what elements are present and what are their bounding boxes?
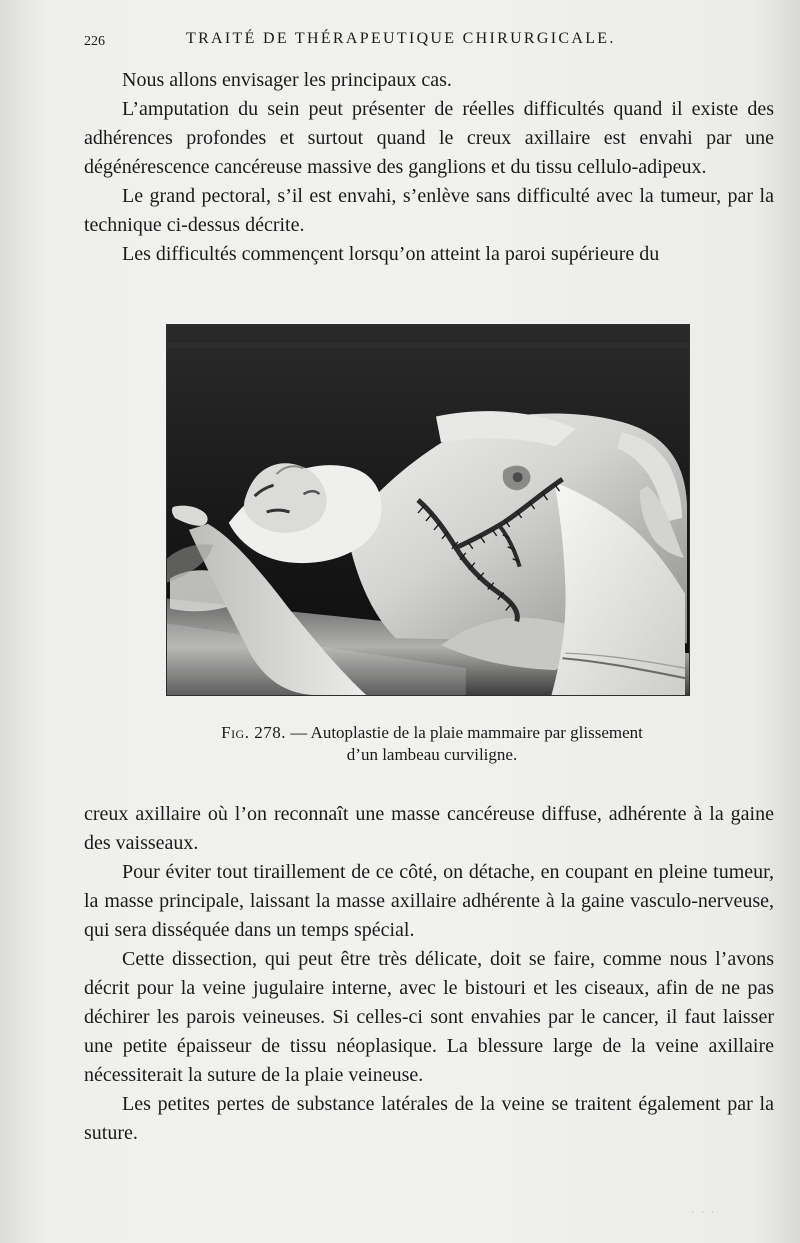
- paragraph: L’amputation du sein peut présenter de réelles difficultés quand il existe des adhérences profondes et surtout quand le creux axillaire est envahi par une dégénérescence cancéreuse massive des ganglions et du tissu cellulo-adipeux.: [84, 98, 774, 178]
- body-text-top: [84, 66, 774, 269]
- paragraph: Pour éviter tout tiraillement de ce côté, on détache, en coupant en pleine tumeur, la masse principale, laissant la masse axillaire adhérente à la gaine vasculo-nerveuse, qui sera disséquée dans un temps spécial.: [84, 861, 774, 941]
- running-title: TRAITÉ DE THÉRAPEUTIQUE CHIRURGICALE.: [186, 30, 616, 47]
- paragraph: Le grand pectoral, s’il est envahi, s’enlève sans difficulté avec la tumeur, par la technique ci-dessus décrite.: [84, 185, 774, 236]
- body-text-bottom: [84, 800, 774, 1148]
- paragraph: Les difficultés commençent lorsqu’on atteint la paroi supérieure du: [122, 243, 660, 265]
- caption-text-1: — Autoplastie de la plaie mammaire par glissement: [285, 723, 643, 742]
- paragraph: Nous allons envisager les principaux cas.: [122, 69, 452, 91]
- figure-label: Fig. 278.: [221, 723, 286, 742]
- page-header: [84, 26, 684, 56]
- page-number: 226: [84, 34, 105, 49]
- paragraph: Cette dissection, qui peut être très délicate, doit se faire, comme nous l’avons décrit pour la veine jugulaire interne, avec le bistouri et les ciseaux, afin de ne pas déchirer les parois veineuses. Si celles-ci sont envahies par le cancer, il faut laisser une petite épaisseur de tissu néoplasique. La blessure large de la veine axillaire nécessiterait la suture de la plaie veineuse.: [84, 948, 774, 1086]
- paragraph: creux axillaire où l’on reconnaît une masse cancéreuse diffuse, adhérente à la gaine des vaisseaux.: [84, 803, 774, 854]
- footer-mark: · · ·: [691, 1208, 716, 1219]
- paragraph: Les petites pertes de substance latérales de la veine se traitent également par la suture.: [84, 1093, 774, 1144]
- figure-caption: [170, 722, 694, 766]
- caption-line-2: d’un lambeau curviligne.: [346, 745, 518, 764]
- surgical-photograph-illustration: [167, 325, 689, 695]
- figure-photograph: [166, 324, 690, 696]
- caption-line-1: [170, 722, 694, 744]
